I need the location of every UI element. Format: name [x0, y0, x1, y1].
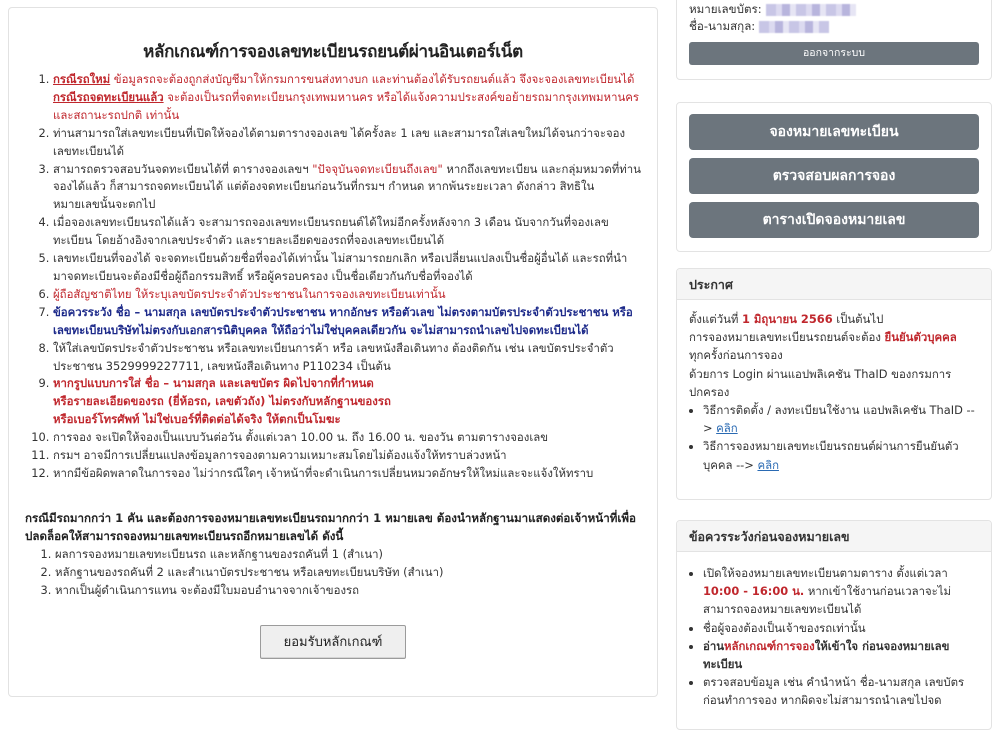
announcement-panel	[676, 268, 992, 500]
rule-label-new-car: กรณีรถใหม่	[53, 72, 111, 86]
caution-panel	[676, 520, 992, 730]
caution-item	[703, 564, 979, 619]
user-id-row	[689, 1, 979, 18]
rule-text: กรมฯ อาจมีการเปลี่ยนแปลงข้อมูลการจองตามความเหมาะสมโดยไม่ต้องแจ้งให้ทราบล่วงหน้า	[53, 448, 507, 463]
rule-text: ข้อมูลรถจะต้องถูกส่งบัญชีมาให้กรมการขนส่งทางบก และท่านต้องได้รับรถยนต์แล้ว จึงจะจองเลขทะเบียนได้	[110, 72, 635, 86]
text: วิธีการจองหมายเลขทะเบียนรถยนต์ผ่านการยืนยันตัวบุคคล -->	[703, 439, 959, 472]
rule-text: สามารถตรวจสอบวันจดทะเบียนได้ที่ ตารางจองเลขฯ	[53, 161, 313, 176]
multi-item: 2. หลักฐานของรถคันที่ 2 และสำเนาบัตรประชาชน หรือเลขทะเบียนบริษัท (สำเนา)	[55, 563, 641, 581]
text: หากเข้าใช้งานก่อนเวลาจะไม่สามารถจองหมายเลขทะเบียนได้	[703, 584, 952, 617]
reserve-guide-link[interactable]: คลิก	[757, 457, 779, 472]
rule-text: จะต้องเป็นรถที่จดทะเบียนกรุงเทพมหานคร หรือได้แจ้งความประสงค์ขอย้ายรถมากรุงเทพมหานคร และสถานะรถปกติ เท่านั้น	[53, 89, 639, 122]
rule-text: หรือรายละเอียดของรถ (ยี่ห้อรถ, เลขตัวถัง) ไม่ตรงกับหลักฐานของรถ	[53, 394, 391, 409]
rule-text: ข้อควรระวัง ชื่อ – นามสกุล เลขบัตรประจำตัวประชาชน หากอักษร หรือตัวเลข ไม่ตรงตามบัตรประจำตัวประชาชน หรือเลขทะเบียนบริษัทไม่ตรงกับเอกสารนิติบุคคล ให้ถือว่าไม่ใช่บุคคลเดียวกัน จะไม่สามารถนำเลขไปจดทะเบียนได้	[53, 304, 633, 337]
multi-item: 1. ผลการจองหมายเลขทะเบียนรถ และหลักฐานของรถคันที่ 1 (สำเนา)	[55, 545, 641, 563]
rule-text: หรือเบอร์โทรศัพท์ ไม่ใช่เบอร์ที่ติดต่อได้จริง ให้ตกเป็นโมฆะ	[53, 412, 341, 427]
caution-list	[689, 564, 979, 710]
announcement-links	[689, 401, 979, 474]
schedule-button[interactable]: ตารางเปิดจองหมายเลข	[689, 202, 979, 238]
text: การจองหมายเลขทะเบียนรถยนต์จะต้อง	[689, 330, 885, 345]
multi-vehicle-list	[25, 545, 641, 599]
text: เป็นต้นไป	[832, 312, 884, 326]
announcement-line	[689, 310, 979, 328]
caution-body	[677, 552, 991, 722]
rule-text: เมื่อจองเลขทะเบียนรถได้แล้ว จะสามารถจองเลขทะเบียนรถยนต์ได้ใหม่อีกครั้งหลังจาก 3 เดือน นับจากวันที่จองเลขทะเบียน โดยอ้างอิงจากเลขประจำตัว และรายละเอียดของรถที่จองเลขทะเบียนได้	[53, 215, 609, 248]
rule-item-8	[53, 340, 641, 376]
logout-button[interactable]: ออกจากระบบ	[689, 42, 979, 65]
caution-item: • ชื่อผู้จองต้องเป็นเจ้าของรถเท่านั้น	[703, 619, 979, 637]
announcement-link-item	[703, 437, 979, 473]
rule-item-1	[53, 71, 641, 125]
user-id-redacted	[766, 4, 856, 16]
rule-item-7	[53, 304, 641, 340]
rules-card	[8, 7, 658, 697]
caution-time: 10:00 - 16:00 น.	[703, 584, 805, 599]
rules-list	[25, 71, 641, 483]
rule-text: ท่านสามารถใส่เลขทะเบียนที่เปิดให้จองได้ตามตารางจองเลข ได้ครั้งละ 1 เลข และสามารถใส่เลขใหม่ได้จนกว่าจะจองเลขทะเบียนได้	[53, 125, 626, 158]
rule-item-4	[53, 214, 641, 250]
rule-text: หากรูปแบบการใส่ ชื่อ – นามสกุล และเลขบัตร ผิดไปจากที่กำหนด	[53, 376, 374, 391]
accept-wrapper	[25, 625, 641, 659]
user-name-label: ชื่อ-นามสกุล:	[689, 19, 756, 33]
rule-item-2	[53, 125, 641, 161]
page-title: หลักเกณฑ์การจองเลขทะเบียนรถยนต์ผ่านอินเตอร์เน็ต	[143, 42, 523, 62]
rule-item-11	[53, 447, 641, 465]
accept-rules-button[interactable]: ยอมรับหลักเกณฑ์	[260, 625, 406, 659]
text: เปิดให้จองหมายเลขทะเบียนตามตาราง ตั้งแต่เวลา	[703, 566, 948, 580]
rule-text: ให้ใส่เลขบัตรประจำตัวประชาชน หรือเลขทะเบียนการค้า หรือ เลขหนังสือเดินทาง ต้องติดกัน เช่น เลขบัตรประจำตัวประชาชน 3529999227711, เลขหนังสือเดินทาง P110234 เป็นต้น	[53, 340, 614, 373]
text: ให้เข้าใจ ก่อนจองหมายเลขทะเบียน	[703, 638, 950, 672]
announcement-line: ทุกครั้งก่อนการจอง	[689, 348, 783, 363]
rule-item-5	[53, 250, 641, 286]
rule-item-10	[53, 429, 641, 447]
caution-item	[703, 637, 979, 673]
announcement-title: ประกาศ	[677, 269, 991, 300]
rule-text: หากถึงเลขทะเบียน และกลุ่มหมวดที่ท่านจองได้แล้ว ก็สามารถจดทะเบียนได้ แต่ต้องจดทะเบียนก่อนวันที่กรมฯ กำหนด หากพ้นระยะเวลา ดังกล่าว สิทธิในหมายเลขนั้นจะตกไป	[53, 161, 641, 212]
rule-highlight: "ปัจจุบันจดทะเบียนถึงเลข"	[312, 161, 443, 176]
caution-highlight: หลักเกณฑ์การจอง	[724, 638, 815, 653]
text: วิธีการติดตั้ง / ลงทะเบียนใช้งาน แอปพลิเคชัน ThaID -->	[703, 403, 975, 436]
rule-item-9	[53, 375, 641, 429]
check-result-button[interactable]: ตรวจสอบผลการจอง	[689, 158, 979, 194]
rule-text: หากมีข้อผิดพลาดในการจอง ไม่ว่ากรณีใดๆ เจ้าหน้าที่จะดำเนินการเปลี่ยนหมวดอักษรให้ใหม่และจะแจ้งให้ทราบ	[53, 465, 594, 480]
caution-title: ข้อควรระวังก่อนจองหมายเลข	[677, 521, 991, 552]
multi-vehicle-note: กรณีมีรถมากกว่า 1 คัน และต้องการจองหมายเลขทะเบียนรถมากกว่า 1 หมายเลข ต้องนำหลักฐานมาแสดงต่อเจ้าหน้าที่เพื่อปลดล็อคให้สามารถจองหมายเลขทะเบียนรถอีกหมายเลขได้ ดังนี้	[25, 510, 636, 543]
announcement-date: 1 มิถุนายน 2566	[742, 312, 833, 326]
rule-text: ผู้ถือสัญชาติไทย ให้ระบุเลขบัตรประจำตัวประชาชนในการจองเลขทะเบียนเท่านั้น	[53, 286, 446, 301]
user-info-card	[676, 0, 992, 80]
rule-item-12	[53, 465, 641, 483]
announcement-highlight: ยืนยันตัวบุคคล	[884, 330, 957, 345]
rule-text: เลขทะเบียนที่จองได้ จะจดทะเบียนด้วยชื่อที่จองได้เท่านั้น ไม่สามารถยกเลิก หรือเปลี่ยนแปลงเป็นชื่อผู้อื่นได้ และรถที่นำมาจดทะเบียนจะต้องมีชื่อผู้ถือกรรมสิทธิ์ หรือผู้ครอบครอง เป็นชื่อเดียวกันกับชื่อที่จองได้	[53, 251, 628, 283]
caution-item: • ตรวจสอบข้อมูล เช่น คำนำหน้า ชื่อ-นามสกุล เลขบัตร ก่อนทำการจอง หากผิดจะไม่สามารถนำเลขไปจด	[703, 673, 979, 709]
text: ตั้งแต่วันที่	[689, 312, 743, 326]
rule-text: การจอง จะเปิดให้จองเป็นแบบวันต่อวัน ตั้งแต่เวลา 10.00 น. ถึง 16.00 น. ของวัน ตามตารางจองเลข	[53, 430, 548, 445]
announcement-body	[677, 300, 991, 484]
multi-item: 3. หากเป็นผู้ดำเนินการแทน จะต้องมีใบมอบอำนาจจากเจ้าของรถ	[55, 581, 641, 599]
text: อ่าน	[703, 638, 725, 653]
announcement-line: ด้วยการ Login ผ่านแอปพลิเคชัน ThaID ของกรมการปกครอง	[689, 366, 952, 399]
user-id-label: หมายเลขบัตร:	[689, 2, 762, 16]
announcement-line	[689, 328, 979, 346]
rule-item-6	[53, 286, 641, 304]
reserve-plate-button[interactable]: จองหมายเลขทะเบียน	[689, 114, 979, 150]
user-name-redacted	[759, 21, 829, 33]
menu-card	[676, 102, 992, 252]
announcement-link-item	[703, 401, 979, 437]
rule-label-registered-car: กรณีรถจดทะเบียนแล้ว	[53, 89, 164, 104]
user-name-row	[689, 18, 979, 35]
rule-item-3	[53, 161, 641, 215]
thaid-install-link[interactable]: คลิก	[716, 421, 738, 436]
